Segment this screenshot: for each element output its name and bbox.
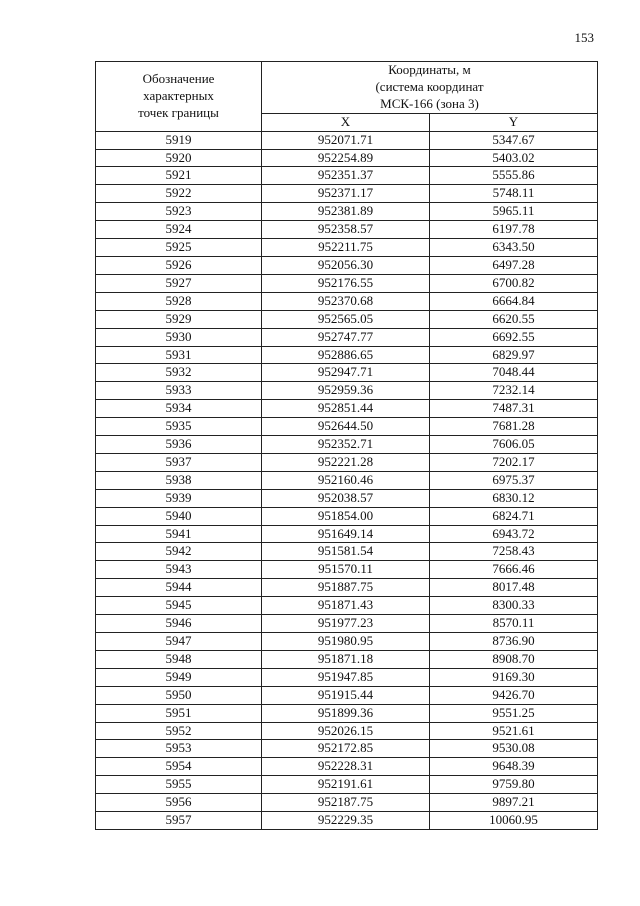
x-coordinate-cell: 952358.57 — [262, 221, 430, 239]
x-coordinate-cell: 952381.89 — [262, 203, 430, 221]
x-coordinate-cell: 952959.36 — [262, 382, 430, 400]
x-coordinate-cell: 952747.77 — [262, 328, 430, 346]
table-row — [96, 436, 598, 454]
point-id-cell: 5956 — [96, 794, 262, 812]
x-coordinate-cell: 951570.11 — [262, 561, 430, 579]
y-coordinate-cell: 6343.50 — [430, 239, 598, 257]
point-id-cell: 5931 — [96, 346, 262, 364]
table-row — [96, 561, 598, 579]
point-id-cell: 5952 — [96, 722, 262, 740]
x-coordinate-cell: 952228.31 — [262, 758, 430, 776]
point-id-cell: 5926 — [96, 256, 262, 274]
coordinates-table — [95, 61, 598, 830]
x-coordinate-cell: 952229.35 — [262, 812, 430, 830]
y-coordinate-cell: 5965.11 — [430, 203, 598, 221]
table-row — [96, 615, 598, 633]
table-row — [96, 543, 598, 561]
y-coordinate-cell: 9169.30 — [430, 668, 598, 686]
point-id-cell: 5953 — [96, 740, 262, 758]
x-coordinate-cell: 952160.46 — [262, 471, 430, 489]
x-coordinate-cell: 951947.85 — [262, 668, 430, 686]
x-coordinate-cell: 952370.68 — [262, 292, 430, 310]
y-coordinate-cell: 6824.71 — [430, 507, 598, 525]
y-coordinate-cell: 7666.46 — [430, 561, 598, 579]
y-coordinate-cell: 7681.28 — [430, 418, 598, 436]
table-header — [96, 62, 598, 132]
table-row — [96, 274, 598, 292]
point-id-cell: 5935 — [96, 418, 262, 436]
point-id-cell: 5951 — [96, 704, 262, 722]
header-point-line: точек границы — [138, 104, 219, 120]
y-coordinate-cell: 7258.43 — [430, 543, 598, 561]
table-row — [96, 704, 598, 722]
header-coords-line: МСК-166 (зона 3) — [380, 95, 479, 111]
y-coordinate-cell: 6197.78 — [430, 221, 598, 239]
table-row — [96, 686, 598, 704]
point-id-cell: 5919 — [96, 131, 262, 149]
table-row — [96, 812, 598, 830]
point-id-cell: 5920 — [96, 149, 262, 167]
table-row — [96, 149, 598, 167]
y-coordinate-cell: 5555.86 — [430, 167, 598, 185]
table-row — [96, 167, 598, 185]
x-coordinate-cell: 952886.65 — [262, 346, 430, 364]
x-coordinate-cell: 952221.28 — [262, 453, 430, 471]
point-id-cell: 5942 — [96, 543, 262, 561]
y-coordinate-cell: 9426.70 — [430, 686, 598, 704]
x-coordinate-cell: 952056.30 — [262, 256, 430, 274]
y-coordinate-cell: 8017.48 — [430, 579, 598, 597]
x-coordinate-cell: 952176.55 — [262, 274, 430, 292]
point-id-cell: 5954 — [96, 758, 262, 776]
table-row — [96, 310, 598, 328]
x-coordinate-cell: 952947.71 — [262, 364, 430, 382]
y-coordinate-cell: 8908.70 — [430, 650, 598, 668]
y-coordinate-cell: 6829.97 — [430, 346, 598, 364]
point-id-cell: 5930 — [96, 328, 262, 346]
y-coordinate-cell: 5403.02 — [430, 149, 598, 167]
point-id-cell: 5937 — [96, 453, 262, 471]
x-coordinate-cell: 952351.37 — [262, 167, 430, 185]
y-coordinate-cell: 6692.55 — [430, 328, 598, 346]
table-row — [96, 453, 598, 471]
y-coordinate-cell: 10060.95 — [430, 812, 598, 830]
table-row — [96, 400, 598, 418]
point-id-cell: 5938 — [96, 471, 262, 489]
y-coordinate-cell: 7048.44 — [430, 364, 598, 382]
y-coordinate-cell: 6700.82 — [430, 274, 598, 292]
header-row-1 — [96, 62, 598, 114]
header-point-line: Обозначение — [142, 70, 215, 86]
table-row — [96, 418, 598, 436]
x-coordinate-cell: 951980.95 — [262, 633, 430, 651]
point-id-cell: 5939 — [96, 489, 262, 507]
y-coordinate-cell: 9521.61 — [430, 722, 598, 740]
y-coordinate-cell: 6620.55 — [430, 310, 598, 328]
y-coordinate-cell: 5347.67 — [430, 131, 598, 149]
point-id-cell: 5936 — [96, 436, 262, 454]
x-coordinate-cell: 951899.36 — [262, 704, 430, 722]
x-coordinate-cell: 952371.17 — [262, 185, 430, 203]
table-row — [96, 346, 598, 364]
table-row — [96, 292, 598, 310]
y-coordinate-cell: 9759.80 — [430, 776, 598, 794]
point-id-cell: 5928 — [96, 292, 262, 310]
table-row — [96, 239, 598, 257]
table-row — [96, 471, 598, 489]
y-coordinate-cell: 6497.28 — [430, 256, 598, 274]
x-coordinate-cell: 952191.61 — [262, 776, 430, 794]
table-row — [96, 203, 598, 221]
y-coordinate-cell: 9897.21 — [430, 794, 598, 812]
x-coordinate-cell: 951977.23 — [262, 615, 430, 633]
point-id-cell: 5927 — [96, 274, 262, 292]
point-id-cell: 5950 — [96, 686, 262, 704]
header-coords-line: Координаты, м — [388, 62, 471, 77]
point-id-cell: 5932 — [96, 364, 262, 382]
table-row — [96, 185, 598, 203]
table-row — [96, 507, 598, 525]
point-id-cell: 5943 — [96, 561, 262, 579]
y-coordinate-cell: 9530.08 — [430, 740, 598, 758]
y-coordinate-cell: 6975.37 — [430, 471, 598, 489]
table-row — [96, 668, 598, 686]
x-coordinate-cell: 952851.44 — [262, 400, 430, 418]
point-id-cell: 5957 — [96, 812, 262, 830]
y-coordinate-cell: 9648.39 — [430, 758, 598, 776]
x-coordinate-cell: 951887.75 — [262, 579, 430, 597]
point-id-cell: 5923 — [96, 203, 262, 221]
table-row — [96, 221, 598, 239]
x-coordinate-cell: 951854.00 — [262, 507, 430, 525]
x-coordinate-cell: 952187.75 — [262, 794, 430, 812]
y-coordinate-cell: 7232.14 — [430, 382, 598, 400]
y-coordinate-cell: 7606.05 — [430, 436, 598, 454]
point-id-cell: 5934 — [96, 400, 262, 418]
y-coordinate-cell: 7487.31 — [430, 400, 598, 418]
point-id-cell: 5947 — [96, 633, 262, 651]
point-id-cell: 5949 — [96, 668, 262, 686]
table-row — [96, 633, 598, 651]
table-row — [96, 364, 598, 382]
point-id-cell: 5946 — [96, 615, 262, 633]
table-body — [96, 131, 598, 829]
header-y: Y — [430, 113, 598, 131]
x-coordinate-cell: 952071.71 — [262, 131, 430, 149]
x-coordinate-cell: 952038.57 — [262, 489, 430, 507]
point-id-cell: 5941 — [96, 525, 262, 543]
x-coordinate-cell: 951649.14 — [262, 525, 430, 543]
point-id-cell: 5945 — [96, 597, 262, 615]
y-coordinate-cell: 8570.11 — [430, 615, 598, 633]
table-row — [96, 382, 598, 400]
header-point-designation — [96, 62, 262, 132]
x-coordinate-cell: 951871.18 — [262, 650, 430, 668]
point-id-cell: 5921 — [96, 167, 262, 185]
table-row — [96, 525, 598, 543]
point-id-cell: 5948 — [96, 650, 262, 668]
x-coordinate-cell: 952026.15 — [262, 722, 430, 740]
header-coordinates — [262, 62, 598, 114]
y-coordinate-cell: 6664.84 — [430, 292, 598, 310]
x-coordinate-cell: 952172.85 — [262, 740, 430, 758]
point-id-cell: 5940 — [96, 507, 262, 525]
point-id-cell: 5925 — [96, 239, 262, 257]
x-coordinate-cell: 951581.54 — [262, 543, 430, 561]
x-coordinate-cell: 951915.44 — [262, 686, 430, 704]
x-coordinate-cell: 951871.43 — [262, 597, 430, 615]
table-row — [96, 579, 598, 597]
x-coordinate-cell: 952352.71 — [262, 436, 430, 454]
table-row — [96, 131, 598, 149]
y-coordinate-cell: 5748.11 — [430, 185, 598, 203]
table-row — [96, 758, 598, 776]
point-id-cell: 5955 — [96, 776, 262, 794]
x-coordinate-cell: 952644.50 — [262, 418, 430, 436]
y-coordinate-cell: 9551.25 — [430, 704, 598, 722]
x-coordinate-cell: 952254.89 — [262, 149, 430, 167]
y-coordinate-cell: 6830.12 — [430, 489, 598, 507]
header-point-line: характерных — [143, 87, 214, 103]
table-row — [96, 328, 598, 346]
table-row — [96, 650, 598, 668]
y-coordinate-cell: 6943.72 — [430, 525, 598, 543]
page-number: 153 — [574, 30, 594, 45]
y-coordinate-cell: 8300.33 — [430, 597, 598, 615]
y-coordinate-cell: 8736.90 — [430, 633, 598, 651]
y-coordinate-cell: 7202.17 — [430, 453, 598, 471]
table-row — [96, 597, 598, 615]
table-row — [96, 794, 598, 812]
table-row — [96, 489, 598, 507]
point-id-cell: 5933 — [96, 382, 262, 400]
table-row — [96, 722, 598, 740]
point-id-cell: 5922 — [96, 185, 262, 203]
x-coordinate-cell: 952565.05 — [262, 310, 430, 328]
point-id-cell: 5929 — [96, 310, 262, 328]
table-row — [96, 776, 598, 794]
x-coordinate-cell: 952211.75 — [262, 239, 430, 257]
header-x: X — [262, 113, 430, 131]
table-row — [96, 740, 598, 758]
point-id-cell: 5944 — [96, 579, 262, 597]
table-row — [96, 256, 598, 274]
header-coords-line: (система координат — [375, 78, 484, 94]
point-id-cell: 5924 — [96, 221, 262, 239]
